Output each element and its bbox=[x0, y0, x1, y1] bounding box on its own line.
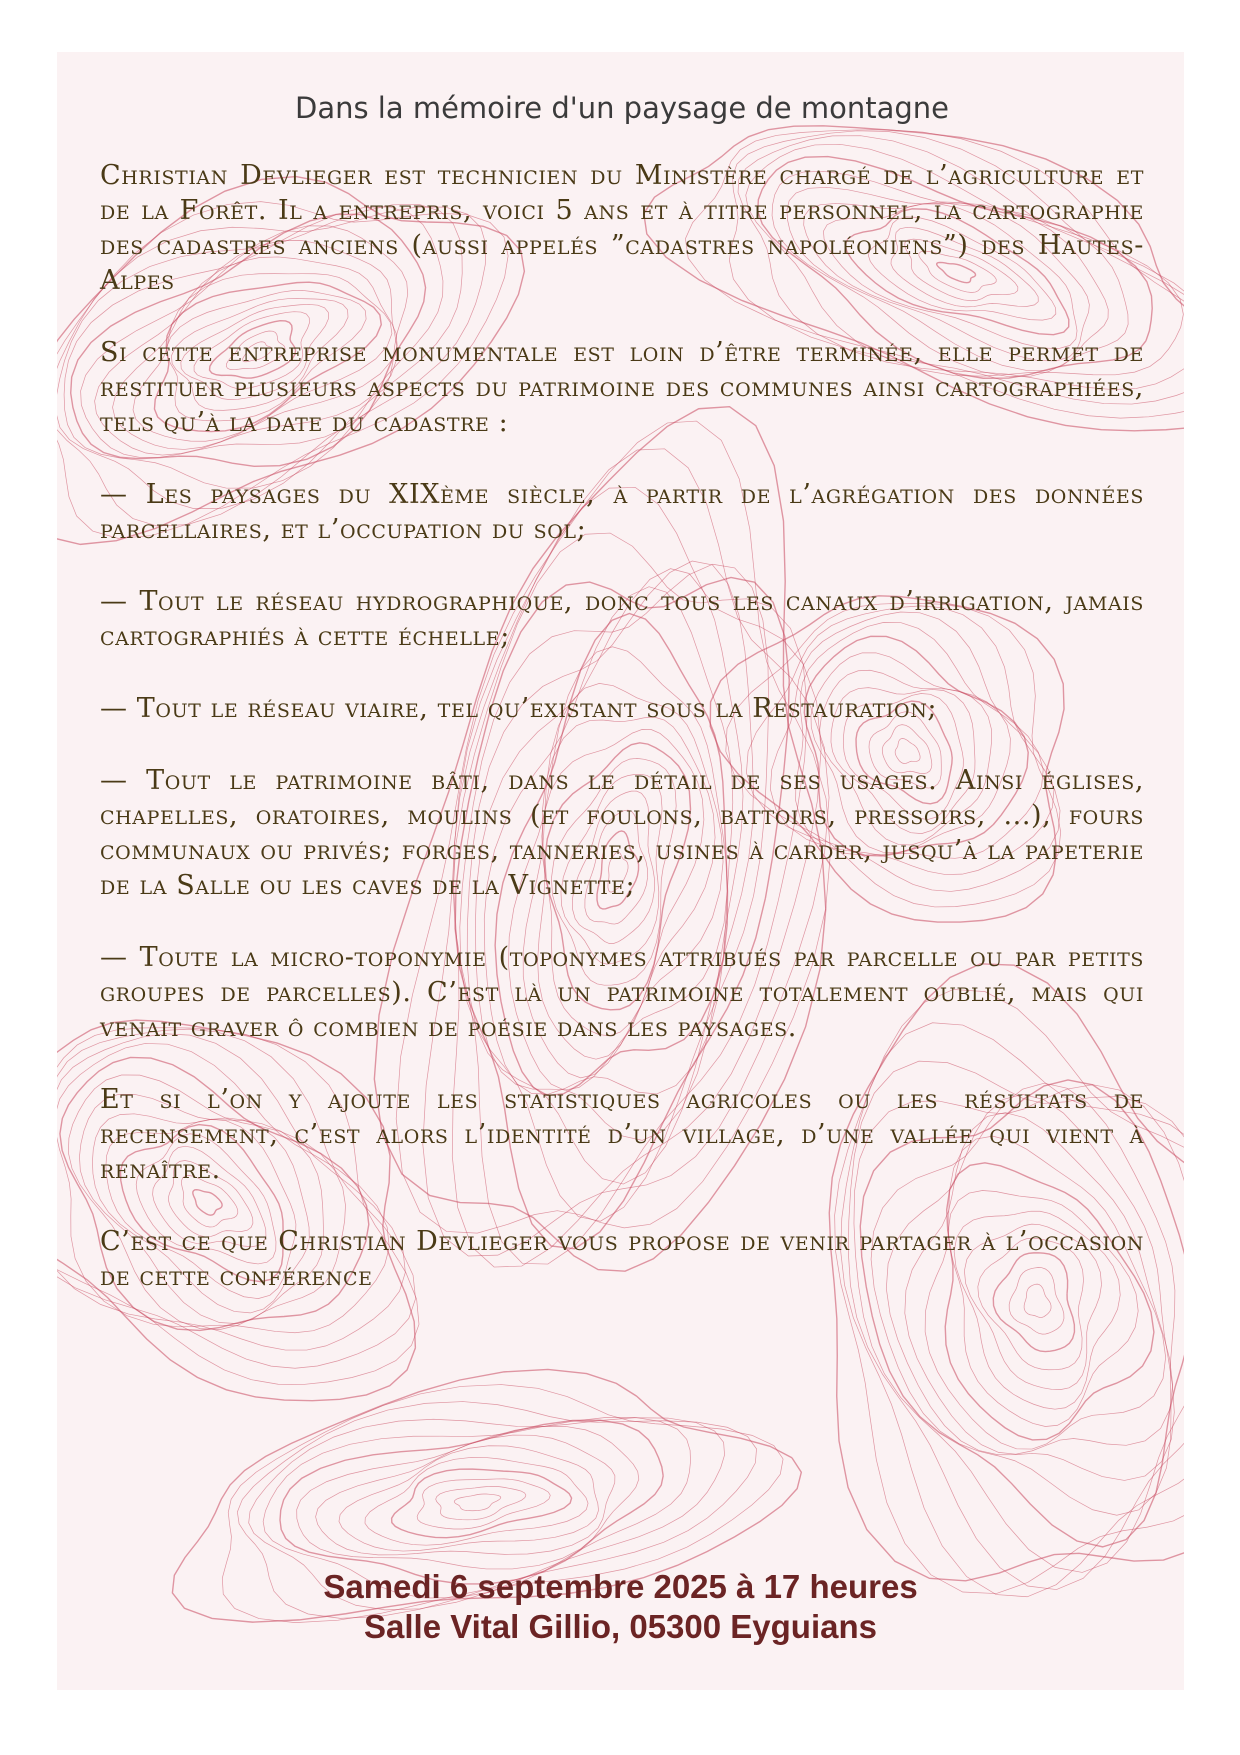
paragraph-toponymy: — Toute la micro-toponymie (toponymes attribués par parcelle ou par petits groupes de parcelles). C’est là un patrimoine totalement oublié, mais qui venait graver ô combien de poésie dans les paysages. bbox=[100, 942, 1144, 1043]
poster-sheet bbox=[57, 52, 1184, 1690]
paragraph-built-heritage: — Tout le patrimoine bâti, dans le détail de ses usages. Ainsi églises, chapelles, oratoires, moulins (et foulons, battoirs, pressoirs, ...), fours communaux ou privés; forges, tanneries, usines à carder, jusqu’à la papeterie de la Salle ou les caves de la Vignette; bbox=[100, 765, 1144, 901]
paragraph-purpose: Si cette entreprise monumentale est loin d’être terminée, elle permet de restituer plusieurs aspects du patrimoine des communes ainsi cartographiées, tels qu’à la date du cadastre : bbox=[100, 337, 1144, 438]
event-place: Salle Vital Gillio, 05300 Eyguians bbox=[364, 1608, 877, 1645]
contour-line bbox=[386, 1454, 575, 1546]
paragraph-intro: Christian Devlieger est technicien du Ministère chargé de l’agriculture et de la Forêt. Il a entrepris, voici 5 ans et à titre personnel, la cartographie des cadastres anciens (aussi appelés ”cadastres napoléoniens”) des Hautes-Alpes bbox=[100, 160, 1144, 296]
contour-line bbox=[358, 1442, 591, 1555]
paragraph-statistics: Et si l’on y ajoute les statistiques agricoles ou les résultats de recensement, c’est alors l’identité d’un village, d’une vallée qui vient à renaître. bbox=[100, 1084, 1144, 1185]
poster-content bbox=[100, 88, 1144, 1331]
paragraph-invitation: C’est ce que Christian Devlieger vous propose de venir partager à l’occasion de cette conférence bbox=[100, 1226, 1144, 1292]
paragraph-landscapes: — Les paysages du XIXème siècle, à partir de l’agrégation des données parcellaires, et l’occupation du sol; bbox=[100, 479, 1144, 545]
paragraph-road-network: — Tout le réseau viaire, tel qu’existant sous la Restauration; bbox=[100, 693, 938, 724]
contour-line bbox=[454, 1491, 502, 1513]
contour-line bbox=[435, 1480, 529, 1524]
event-info bbox=[57, 1567, 1184, 1647]
poster-subtitle: Dans la mémoire d'un paysage de montagne bbox=[294, 91, 949, 125]
event-date: Samedi 6 septembre 2025 à 17 heures bbox=[323, 1568, 918, 1605]
paragraph-hydrography: — Tout le réseau hydrographique, donc tous les canaux d’irrigation, jamais cartographiés à cette échelle; bbox=[100, 586, 1144, 652]
contour-line bbox=[331, 1432, 601, 1567]
contour-line bbox=[413, 1467, 553, 1535]
